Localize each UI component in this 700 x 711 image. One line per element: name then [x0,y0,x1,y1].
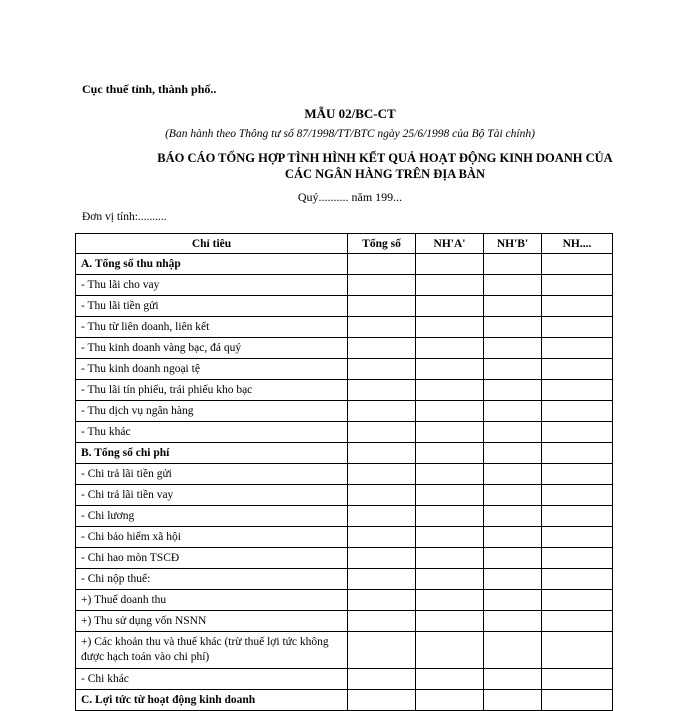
row-label: - Chi hao mòn TSCĐ [76,548,348,569]
cell-bank-b [484,254,542,275]
row-label: - Chi nộp thuế: [76,569,348,590]
cell-total [348,275,416,296]
cell-total [348,632,416,669]
cell-bank-b [484,690,542,711]
cell-bank-b [484,669,542,690]
cell-bank-other [542,506,613,527]
cell-total [348,296,416,317]
table-row [76,359,613,380]
cell-bank-other [542,569,613,590]
cell-bank-a [416,527,484,548]
row-label: - Thu kinh doanh ngoại tệ [76,359,348,380]
cell-bank-other [542,380,613,401]
cell-bank-a [416,401,484,422]
cell-bank-b [484,506,542,527]
cell-bank-b [484,359,542,380]
cell-total [348,506,416,527]
cell-bank-a [416,296,484,317]
row-label: - Thu kinh doanh vàng bạc, đá quý [76,338,348,359]
cell-bank-other [542,690,613,711]
cell-bank-a [416,590,484,611]
cell-bank-b [484,317,542,338]
cell-bank-a [416,338,484,359]
table-row [76,569,613,590]
form-code: MẪU 02/BC-CT [304,106,396,121]
unit-label: Đơn vị tính:.......... [82,211,167,223]
cell-bank-a [416,485,484,506]
row-label: +) Các khoản thu và thuế khác (trừ thuế lợi tức không được hạch toán vào chi phí) [76,632,348,669]
table-row [76,611,613,632]
table-header-row [76,234,613,254]
table-row [76,380,613,401]
table-section-row [76,690,613,711]
report-table [75,233,613,711]
cell-bank-other [542,359,613,380]
cell-total [348,317,416,338]
row-label: - Chi trả lãi tiền gửi [76,464,348,485]
cell-bank-other [542,296,613,317]
row-label: - Thu dịch vụ ngân hàng [76,401,348,422]
cell-total [348,527,416,548]
cell-total [348,464,416,485]
table-section-row [76,443,613,464]
cell-bank-b [484,548,542,569]
cell-total [348,380,416,401]
cell-total [348,338,416,359]
cell-bank-b [484,464,542,485]
row-label: - Chi trả lãi tiền vay [76,485,348,506]
table-row [76,275,613,296]
cell-total [348,422,416,443]
cell-total [348,443,416,464]
agency-label: Cục thuế tỉnh, thành phố.. [82,82,217,96]
cell-total [348,401,416,422]
row-label: - Thu lãi tiền gửi [76,296,348,317]
column-header-criteria: Chỉ tiêu [76,234,348,254]
table-row [76,317,613,338]
column-header-bank-a: NH'A' [416,234,484,254]
cell-total [348,359,416,380]
cell-bank-other [542,401,613,422]
cell-bank-b [484,527,542,548]
cell-bank-b [484,611,542,632]
report-title: BÁO CÁO TỔNG HỢP TÌNH HÌNH KẾT QUẢ HOẠT ĐỘNG KINH DOANH CỦA CÁC NGÂN HÀNG TRÊN ĐỊA BÀN [157,151,613,181]
row-label: - Thu từ liên doanh, liên kết [76,317,348,338]
issued-by-note: (Ban hành theo Thông tư số 87/1998/TT/BTC ngày 25/6/1998 của Bộ Tài chính) [165,128,535,140]
cell-total [348,569,416,590]
table-body [76,254,613,711]
report-period: Quý.......... năm 199... [297,190,403,204]
cell-bank-a [416,422,484,443]
row-label: B. Tổng số chi phí [76,443,348,464]
cell-bank-other [542,443,613,464]
row-label: +) Thu sử dụng vốn NSNN [76,611,348,632]
table-row [76,669,613,690]
cell-total [348,254,416,275]
cell-bank-other [542,527,613,548]
cell-bank-a [416,317,484,338]
cell-bank-a [416,464,484,485]
column-header-bank-b: NH'B' [484,234,542,254]
cell-bank-b [484,275,542,296]
row-label: - Thu lãi tín phiếu, trái phiếu kho bạc [76,380,348,401]
cell-bank-b [484,380,542,401]
cell-total [348,485,416,506]
table-row [76,590,613,611]
cell-total [348,611,416,632]
table-row [76,506,613,527]
cell-bank-other [542,317,613,338]
row-label: C. Lợi tức từ hoạt động kinh doanh [76,690,348,711]
cell-bank-b [484,485,542,506]
cell-bank-b [484,569,542,590]
cell-bank-b [484,443,542,464]
cell-bank-b [484,590,542,611]
cell-bank-b [484,338,542,359]
column-header-bank-other: NH.... [542,234,613,254]
table-row [76,464,613,485]
cell-bank-b [484,401,542,422]
cell-bank-other [542,464,613,485]
cell-bank-other [542,590,613,611]
table-row [76,401,613,422]
row-label: A. Tổng số thu nhập [76,254,348,275]
cell-bank-other [542,422,613,443]
cell-total [348,690,416,711]
cell-bank-other [542,632,613,669]
row-label: +) Thuế doanh thu [76,590,348,611]
cell-bank-a [416,611,484,632]
table-row [76,548,613,569]
row-label: - Chi khác [76,669,348,690]
table-row [76,296,613,317]
table-row [76,485,613,506]
table-row [76,527,613,548]
cell-bank-a [416,548,484,569]
column-header-total: Tổng số [348,234,416,254]
cell-bank-a [416,275,484,296]
table-section-row [76,254,613,275]
cell-bank-other [542,254,613,275]
cell-bank-b [484,632,542,669]
row-label: - Chi bảo hiểm xã hội [76,527,348,548]
row-label: - Thu lãi cho vay [76,275,348,296]
cell-total [348,590,416,611]
row-label: - Chi lương [76,506,348,527]
cell-total [348,669,416,690]
cell-bank-b [484,296,542,317]
cell-bank-a [416,569,484,590]
cell-bank-b [484,422,542,443]
cell-bank-a [416,632,484,669]
cell-bank-a [416,254,484,275]
cell-bank-other [542,548,613,569]
cell-bank-other [542,275,613,296]
cell-bank-a [416,669,484,690]
cell-bank-a [416,359,484,380]
cell-bank-a [416,506,484,527]
row-label: - Thu khác [76,422,348,443]
cell-bank-other [542,338,613,359]
cell-bank-a [416,690,484,711]
cell-bank-a [416,443,484,464]
table-row [76,422,613,443]
cell-bank-a [416,380,484,401]
table-row [76,632,613,669]
cell-bank-other [542,669,613,690]
cell-bank-other [542,611,613,632]
cell-total [348,548,416,569]
table-row [76,338,613,359]
cell-bank-other [542,485,613,506]
